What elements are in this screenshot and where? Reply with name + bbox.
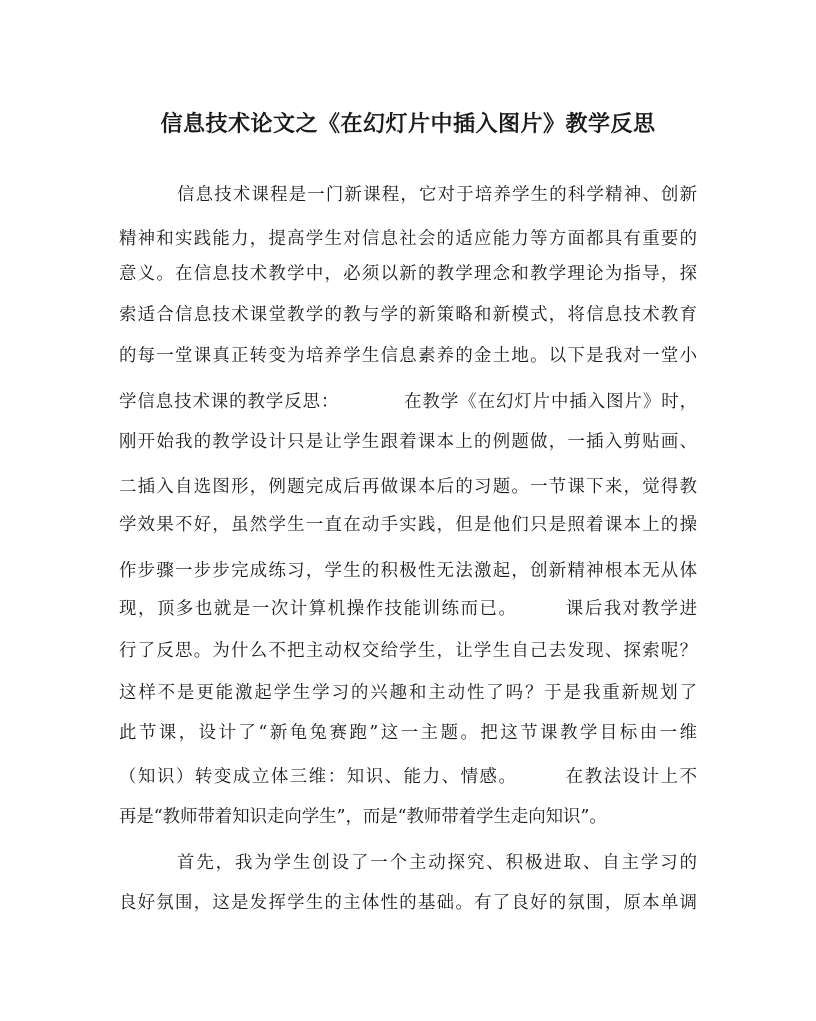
paragraph-line: 此节课，设计了“新龟兔赛跑”这一主题。把这节课教学目标由一维 [119, 723, 697, 743]
paragraph-line: 的每一堂课真正转变为培养学生信息素养的金土地。以下是我对一堂小 [119, 346, 697, 366]
paragraph-line: 二插入自选图形，例题完成后再做课本后的习题。一节课下来，觉得教 [119, 477, 697, 497]
paragraph-line: 精神和实践能力，提高学生对信息社会的适应能力等方面都具有重要的 [119, 229, 697, 249]
paragraph-line: 意义。在信息技术教学中，必须以新的教学理念和教学理论为指导，探 [119, 264, 697, 284]
paragraph-line: （知识）转变成立体三维：知识、能力、情感。 在教法设计上不 [119, 767, 697, 787]
paragraph-line: 学信息技术课的教学反思： 在教学《在幻灯片中插入图片》时， [119, 392, 697, 412]
paragraph-line: 信息技术课程是一门新课程，它对于培养学生的科学精神、创新 [177, 185, 697, 205]
paragraph-line: 索适合信息技术课堂教学的教与学的新策略和新模式，将信息技术教育 [119, 305, 697, 325]
paragraph-line: 刚开始我的教学设计只是让学生跟着课本上的例题做，一插入剪贴画、 [119, 432, 697, 452]
paragraph-line: 再是“教师带着知识走向学生”，而是“教师带着学生走向知识”。 [119, 807, 607, 827]
paragraph-line: 现，顶多也就是一次计算机操作技能训练而已。 课后我对教学进 [119, 599, 697, 619]
paragraph-line: 首先，我为学生创设了一个主动探究、积极进取、自主学习的 [177, 853, 697, 873]
paragraph-line: 这样不是更能激起学生学习的兴趣和主动性了吗？于是我重新规划了 [119, 683, 697, 703]
paragraph-line: 行了反思。为什么不把主动权交给学生，让学生自己去发现、探索呢？ [119, 641, 697, 661]
paragraph-line: 良好氛围，这是发挥学生的主体性的基础。有了良好的氛围，原本单调 [119, 893, 697, 913]
paragraph-line: 作步骤一步步完成练习，学生的积极性无法激起，创新精神根本无从体 [119, 561, 697, 581]
document-title: 信息技术论文之《在幻灯片中插入图片》教学反思 [160, 111, 656, 137]
paragraph-line: 学效果不好，虽然学生一直在动手实践，但是他们只是照着课本上的操 [119, 515, 697, 535]
